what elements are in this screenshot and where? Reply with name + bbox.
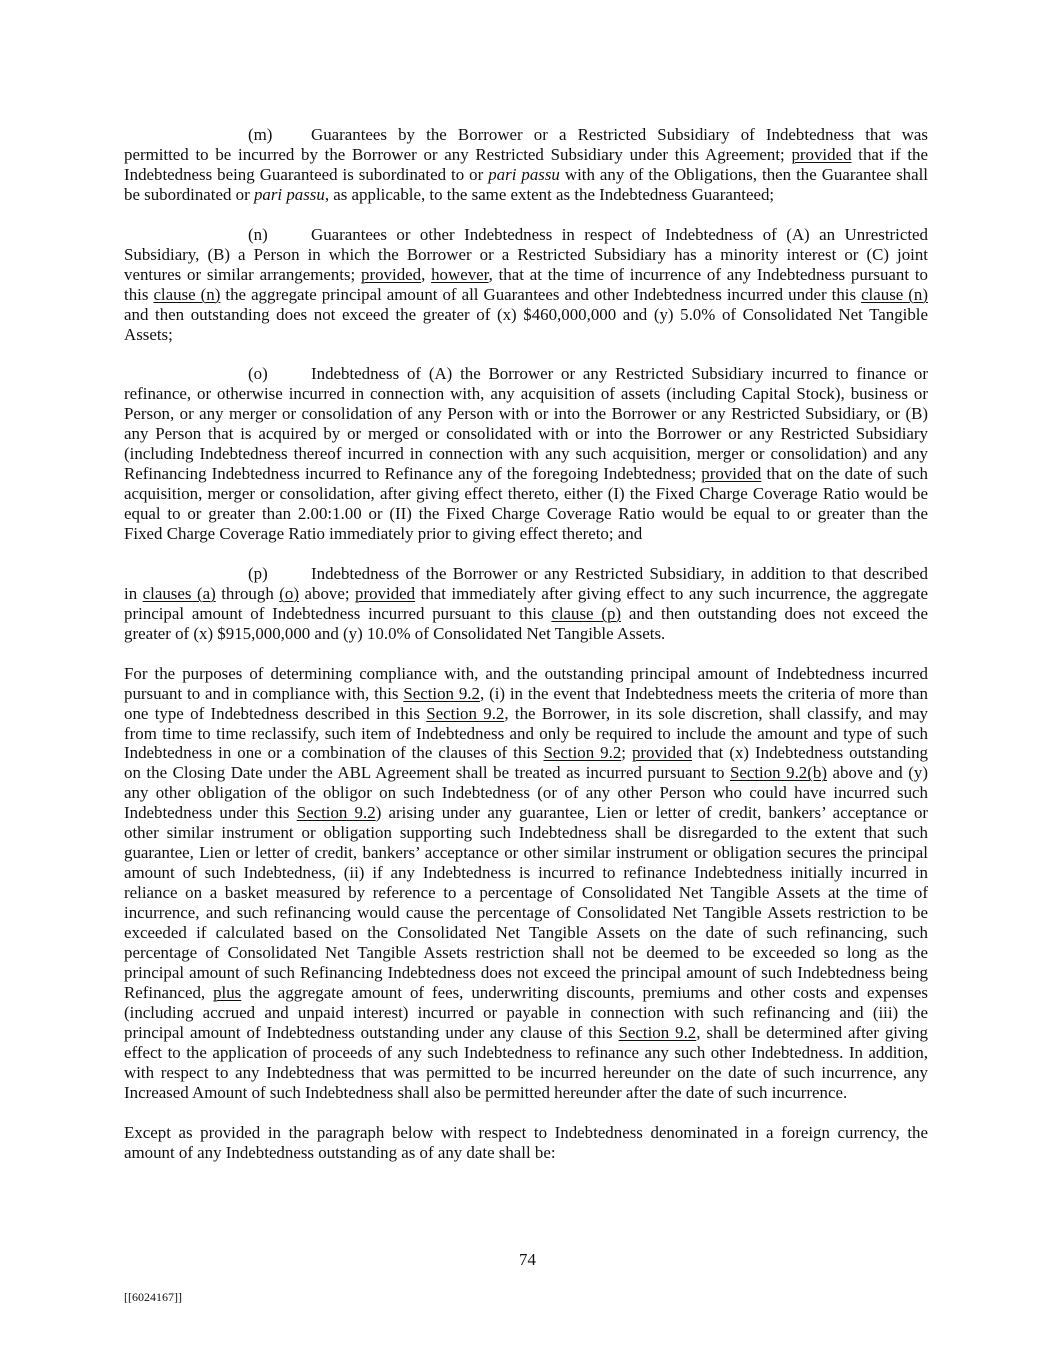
- clause-n: [124, 225, 928, 345]
- underlined-term: provided: [791, 144, 852, 164]
- text-line: [124, 903, 928, 923]
- clause-label: (n): [248, 224, 268, 244]
- text-run: above and (y): [826, 763, 928, 783]
- text-line: [124, 664, 928, 684]
- text-run: acquisition, merger or consolidation, after giving effect thereto, either (I) the Fixed Charge Coverage Ratio would be: [124, 484, 928, 504]
- text-run: Guarantees by the Borrower or a Restricted Subsidiary of Indebtedness that was: [311, 125, 928, 144]
- body-paragraph: [124, 664, 928, 1103]
- text-run: Except as provided in the paragraph below with respect to Indebtedness denominated in a foreign currency, the: [124, 1122, 928, 1142]
- text-run: any Person that is acquired by or merged or consolidated with or into the Borrower or any Restricted Subsidiary: [124, 424, 928, 444]
- text-run: Indebtedness under this: [124, 803, 297, 823]
- text-run: ,: [421, 264, 432, 284]
- text-line: [124, 424, 928, 444]
- text-run: from time to time reclassify, such item of Indebtedness and only be required to include the amount and type of such: [124, 723, 928, 743]
- text-line: [124, 524, 928, 544]
- text-line: [124, 584, 928, 604]
- text-run: incurrence, and such refinancing would cause the percentage of Consolidated Net Tangible Assets restriction to be: [124, 903, 928, 923]
- text-run: Indebtedness in one or a combination of the clauses of this: [124, 743, 544, 763]
- text-line: [124, 1043, 928, 1063]
- text-run: amount of any Indebtedness outstanding as of any date shall be:: [124, 1142, 556, 1162]
- text-line: [124, 843, 928, 863]
- text-run: Indebtedness of the Borrower or any Restricted Subsidiary, in addition to that described: [311, 563, 928, 583]
- text-line: [124, 265, 928, 285]
- clause-label: (p): [248, 563, 268, 583]
- page-number: 74: [519, 1250, 536, 1269]
- underlined-term: clause (n): [153, 284, 221, 304]
- text-run: pursuant to and in compliance with, this: [124, 683, 404, 703]
- underlined-term: provided: [631, 743, 693, 763]
- text-line: [124, 125, 928, 145]
- text-line: [124, 823, 928, 843]
- text-run: through: [215, 583, 280, 603]
- text-line: [124, 883, 928, 903]
- text-line: [124, 803, 928, 823]
- text-run: that (x) Indebtedness outstanding: [692, 743, 928, 763]
- text-line: [124, 1003, 928, 1023]
- text-run: Refinanced,: [124, 982, 214, 1002]
- text-run: ventures or similar arrangements;: [124, 264, 362, 284]
- text-run: above;: [298, 583, 356, 603]
- text-run: , that at the time of incurrence of any Indebtedness pursuant to: [488, 264, 928, 284]
- text-run: principal amount of such Refinancing Indebtedness does not exceed the principal amount of such Indebtedness being: [124, 962, 928, 982]
- text-line: [124, 245, 928, 265]
- underlined-term: Section 9.2: [618, 1022, 697, 1042]
- text-line: [124, 943, 928, 963]
- underlined-term: however: [431, 264, 489, 284]
- text-line: [124, 783, 928, 803]
- text-line: [124, 225, 928, 245]
- italic-term: pari passu: [488, 164, 560, 184]
- text-run: with respect to any Indebtedness that was permitted to be incurred hereunder on the date of such incurrence, any: [124, 1062, 928, 1082]
- text-line: [124, 464, 928, 484]
- text-run: in: [124, 583, 143, 603]
- text-run: the aggregate amount of fees, underwriting discounts, premiums and other costs and expenses: [241, 982, 928, 1002]
- text-run: amount of such Indebtedness, (ii) if any Indebtedness is incurred to refinance Indebtedness initially incurred in: [124, 863, 928, 883]
- text-run: on the Closing Date under the ABL Agreement shall be treated as incurred pursuant to: [124, 763, 730, 783]
- text-line: [124, 1123, 928, 1143]
- text-run: one type of Indebtedness described in this: [124, 703, 427, 723]
- text-line: [124, 325, 928, 345]
- text-run: exceeded if calculated based on the Consolidated Net Tangible Assets on the date of such refinancing, such: [124, 923, 928, 943]
- text-run: Refinancing Indebtedness incurred to Refinance any of the foregoing Indebtedness;: [124, 464, 702, 484]
- text-line: [124, 743, 928, 763]
- text-run: (including Indebtedness thereof incurred in connection with any such acquisition, merger or consolidation) and any: [124, 444, 928, 464]
- text-line: [124, 364, 928, 384]
- underlined-term: provided: [701, 464, 762, 484]
- text-line: [124, 444, 928, 464]
- text-line: [124, 1083, 928, 1103]
- body-paragraph: [124, 1123, 928, 1163]
- text-run: , the Borrower, in its sole discretion, shall classify, and may: [504, 703, 928, 723]
- underlined-term: Section 9.2: [426, 703, 505, 723]
- text-run: Indebtedness being Guaranteed is subordinated to or: [124, 164, 489, 184]
- text-line: [124, 983, 928, 1003]
- text-line: [124, 684, 928, 704]
- text-line: [124, 165, 928, 185]
- text-line: [124, 704, 928, 724]
- text-line: [124, 763, 928, 783]
- text-run: Guarantees or other Indebtedness in respect of Indebtedness of (A) an Unrestricted: [311, 224, 928, 244]
- underlined-term: Section 9.2: [296, 803, 376, 823]
- text-run: that on the date of such: [761, 464, 928, 484]
- text-run: and then outstanding does not exceed the greater of (x) $460,000,000 and (y) 5.0% of Consolidated Net Tangible: [124, 304, 928, 324]
- text-line: [124, 724, 928, 744]
- clause-label: (m): [248, 125, 273, 144]
- text-run: principal amount of Indebtedness incurred pursuant to this: [124, 603, 552, 623]
- clause-o: [124, 364, 928, 544]
- text-line: [124, 285, 928, 305]
- text-run: , shall be determined after giving: [696, 1022, 928, 1042]
- text-line: [124, 564, 928, 584]
- text-line: [124, 1063, 928, 1083]
- underlined-term: Section 9.2: [543, 743, 622, 763]
- clause-p: [124, 564, 928, 644]
- text-run: any other obligation of the obligor on such Indebtedness (or of any other Person who could have incurred such: [124, 783, 928, 803]
- underlined-term: Section 9.2(b): [729, 763, 827, 783]
- text-run: other similar instrument or obligation supporting such Indebtedness shall be disregarded to the extent that such: [124, 823, 928, 843]
- text-run: reliance on a basket measured by reference to a percentage of Consolidated Net Tangible Assets at the time of: [124, 883, 928, 903]
- text-run: Indebtedness of (A) the Borrower or any Restricted Subsidiary incurred to finance or: [311, 364, 928, 384]
- text-line: [124, 604, 928, 624]
- clause-m: [124, 125, 928, 205]
- text-run: equal to or greater than 2.00:1.00 or (II) the Fixed Charge Coverage Ratio would be equal to or greater than the: [124, 504, 928, 524]
- document-id-footer: [[6024167]]: [124, 1290, 182, 1304]
- italic-term: pari passu: [253, 184, 325, 204]
- text-line: [124, 1023, 928, 1043]
- underlined-term: Section 9.2: [403, 683, 480, 703]
- text-run: ) arising under any guarantee, Lien or letter of credit, bankers’ acceptance or: [375, 803, 929, 823]
- text-run: refinance, or otherwise incurred in connection with, any acquisition of assets (including Capital Stock), business or: [124, 384, 928, 404]
- text-run: Fixed Charge Coverage Ratio immediately prior to giving effect thereto; and: [124, 524, 643, 544]
- text-run: that if the: [851, 144, 928, 164]
- text-run: Person, or any merger or consolidation of any Person with or into the Borrower or any Restricted Subsidiary, or (B): [124, 404, 928, 424]
- text-line: [124, 923, 928, 943]
- text-run: percentage of Consolidated Net Tangible Assets restriction shall not be deemed to be exceeded so long as the: [124, 943, 928, 963]
- underlined-term: provided: [361, 264, 422, 284]
- underlined-term: clauses (a): [142, 583, 216, 603]
- text-run: , (i) in the event that Indebtedness meets the criteria of more than: [479, 683, 928, 703]
- underlined-term: provided: [355, 583, 416, 603]
- text-line: [124, 863, 928, 883]
- text-line: [124, 145, 928, 165]
- text-run: , as applicable, to the same extent as the Indebtedness Guaranteed;: [324, 184, 775, 204]
- text-run: (including accrued and unpaid interest) incurred or payable in connection with such refinancing and (iii) the: [124, 1002, 928, 1022]
- text-run: ;: [621, 743, 632, 763]
- underlined-term: clause (n): [861, 284, 928, 304]
- text-line: [124, 624, 928, 644]
- text-run: with any of the Obligations, then the Guarantee shall: [559, 164, 928, 184]
- text-line: [124, 404, 928, 424]
- underlined-term: clause (p): [551, 603, 622, 623]
- text-line: [124, 185, 928, 205]
- text-run: permitted to be incurred by the Borrower or any Restricted Subsidiary under this Agreement;: [124, 144, 792, 164]
- text-line: [124, 384, 928, 404]
- text-run: Subsidiary, (B) a Person in which the Borrower or a Restricted Subsidiary has a minority interest or (C) joint: [124, 244, 928, 264]
- text-run: be subordinated or: [124, 184, 254, 204]
- text-run: For the purposes of determining compliance with, and the outstanding principal amount of Indebtedness incurred: [124, 663, 928, 683]
- text-line: [124, 484, 928, 504]
- text-run: greater of (x) $915,000,000 and (y) 10.0% of Consolidated Net Tangible Assets.: [124, 623, 666, 643]
- text-run: guarantee, Lien or letter of credit, bankers’ acceptance or other similar instrument or obligation secures the principal: [124, 843, 928, 863]
- text-run: this: [124, 284, 154, 304]
- text-line: [124, 305, 928, 325]
- text-run: Increased Amount of such Indebtedness shall also be permitted hereunder after the date of such incurrence.: [124, 1082, 848, 1102]
- text-line: [124, 504, 928, 524]
- text-line: [124, 963, 928, 983]
- text-run: the aggregate principal amount of all Guarantees and other Indebtedness incurred under this: [220, 284, 862, 304]
- text-run: that immediately after giving effect to any such incurrence, the aggregate: [415, 583, 928, 603]
- underlined-term: plus: [213, 982, 242, 1002]
- text-run: Assets;: [124, 324, 173, 344]
- text-run: and then outstanding does not exceed the: [621, 603, 928, 623]
- text-run: effect to the application of proceeds of any such Indebtedness to refinance any such other Indebtedness. In addition,: [124, 1042, 928, 1062]
- underlined-term: (o): [279, 583, 299, 603]
- clause-label: (o): [248, 364, 268, 384]
- text-line: [124, 1143, 928, 1163]
- text-run: principal amount of Indebtedness outstanding under any clause of this: [124, 1022, 619, 1042]
- document-body: [124, 125, 928, 1182]
